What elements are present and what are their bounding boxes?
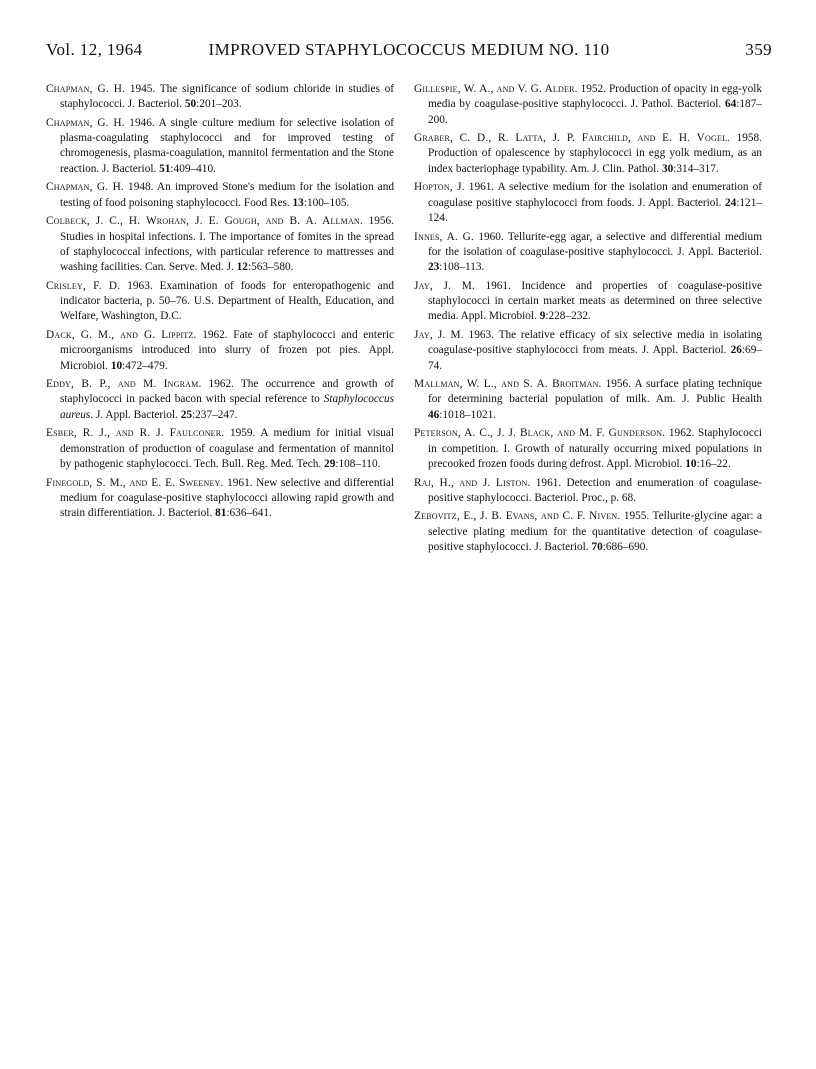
- references-right-column: [414, 82, 762, 559]
- reference-entry: Hopton, J. 1961. A selective medium for the isolation and enumeration of coagulase positive staphylococci from foods. J. Appl. Bacteriol. 24:121–124.: [414, 181, 762, 224]
- reference-entry: Chapman, G. H. 1945. The significance of sodium chloride in studies of staphylococci. J. Bacteriol. 50:201–203.: [46, 83, 394, 111]
- running-header: [46, 40, 772, 62]
- reference-entry: Colbeck, J. C., H. Wrohan, J. E. Gough, and B. A. Allman. 1956. Studies in hospital infections. I. The importance of fomites in the spread of staphylococcal infections, with particular reference to mattresses and washing facilities. Can. Serve. Med. J. 12:563–580.: [46, 215, 395, 274]
- page-number: 359: [745, 40, 772, 59]
- reference-entry: Esber, R. J., and R. J. Faulconer. 1959. A medium for initial visual demonstration of production of coagulase and fermentation of mannitol by pathogenic staphylococci. Tech. Bull. Reg. Med. Tech. 29:108–110.: [46, 427, 394, 470]
- reference-entry: Zebovitz, E., J. B. Evans, and C. F. Niven. 1955. Tellurite-glycine agar: a selective plating medium for the quantitative detection of coagulase-positive staphylococci. J. Bacteriol. 70:686–690.: [414, 510, 762, 553]
- reference-entry: Crisley, F. D. 1963. Examination of foods for enteropathogenic and indicator bacteria, p. 50–76. U.S. Department of Health, Education, and Welfare, Washington, D.C.: [46, 279, 394, 323]
- reference-entry: Jay, J. M. 1961. Incidence and properties of coagulase-positive staphylococci in certain market meats as determined on three selective media. Appl. Microbiol. 9:228–232.: [414, 279, 762, 323]
- reference-entry: Raj, H., and J. Liston. 1961. Detection and enumeration of coagulase-positive staphylococci. Bacteriol. Proc., p. 68.: [414, 476, 762, 504]
- journal-volume: Vol. 12, 1964: [46, 40, 143, 59]
- running-title: IMPROVED STAPHYLOCOCCUS MEDIUM NO. 110: [208, 40, 610, 59]
- reference-entry: Chapman, G. H. 1946. A single culture medium for selective isolation of plasma-coagulating staphylococci and for improved testing of chromogenesis, plasma-coagulation, mannitol fermentation and the Stone reaction. J. Bacteriol. 51:409–410.: [46, 116, 394, 175]
- reference-entry: Mallman, W. L., and S. A. Broitman. 1956. A surface plating technique for determining bacterial population of milk. Am. J. Public Health 46:1018–1021.: [414, 378, 762, 421]
- reference-entry: Peterson, A. C., J. J. Black, and M. F. Gunderson. 1962. Staphylococci in competition. I. Growth of naturally occurring mixed populations in precooked frozen foods during defrost. Appl. Microbiol. 10:16–22.: [414, 427, 762, 470]
- reference-entry: Chapman, G. H. 1948. An improved Stone's medium for the isolation and testing of food poisoning staphylococci. Food Res. 13:100–105.: [46, 181, 394, 209]
- reference-entry: Dack, G. M., and G. Lippitz. 1962. Fate of staphylococci and enteric microorganisms introduced into slurry of frozen pot pies. Appl. Microbiol. 10:472–479.: [46, 328, 394, 372]
- reference-entry: Finegold, S. M., and E. E. Sweeney. 1961. New selective and differential medium for coagulase-positive staphylococci allowing rapid growth and strain differentiation. J. Bacteriol. 81:636–641.: [46, 476, 394, 520]
- references-left-column: [46, 82, 394, 525]
- reference-entry: Gillespie, W. A., and V. G. Alder. 1952. Production of opacity in egg-yolk media by coagulase-positive staphylococci. J. Pathol. Bacteriol. 64:187–200.: [414, 83, 763, 126]
- reference-entry: Innes, A. G. 1960. Tellurite-egg agar, a selective and differential medium for the isolation of coagulase-positive staphylococci. J. Appl. Bacteriol. 23:108–113.: [414, 230, 762, 274]
- reference-entry: Jay, J. M. 1963. The relative efficacy of six selective media in isolating coagulase-positive staphylococci from meats. J. Appl. Bacteriol. 26:69–74.: [414, 328, 763, 372]
- reference-entry: Eddy, B. P., and M. Ingram. 1962. The occurrence and growth of staphylococci in packed bacon with special reference to Staphylococcus aureus. J. Appl. Bacteriol. 25:237–247.: [46, 378, 394, 421]
- reference-entry: Graber, C. D., R. Latta, J. P. Fairchild, and E. H. Vogel. 1958. Production of opalescence by staphylococci in egg yolk medium, as an index bacteriophage typability. Am. J. Clin. Pathol. 30:314–317.: [414, 132, 762, 175]
